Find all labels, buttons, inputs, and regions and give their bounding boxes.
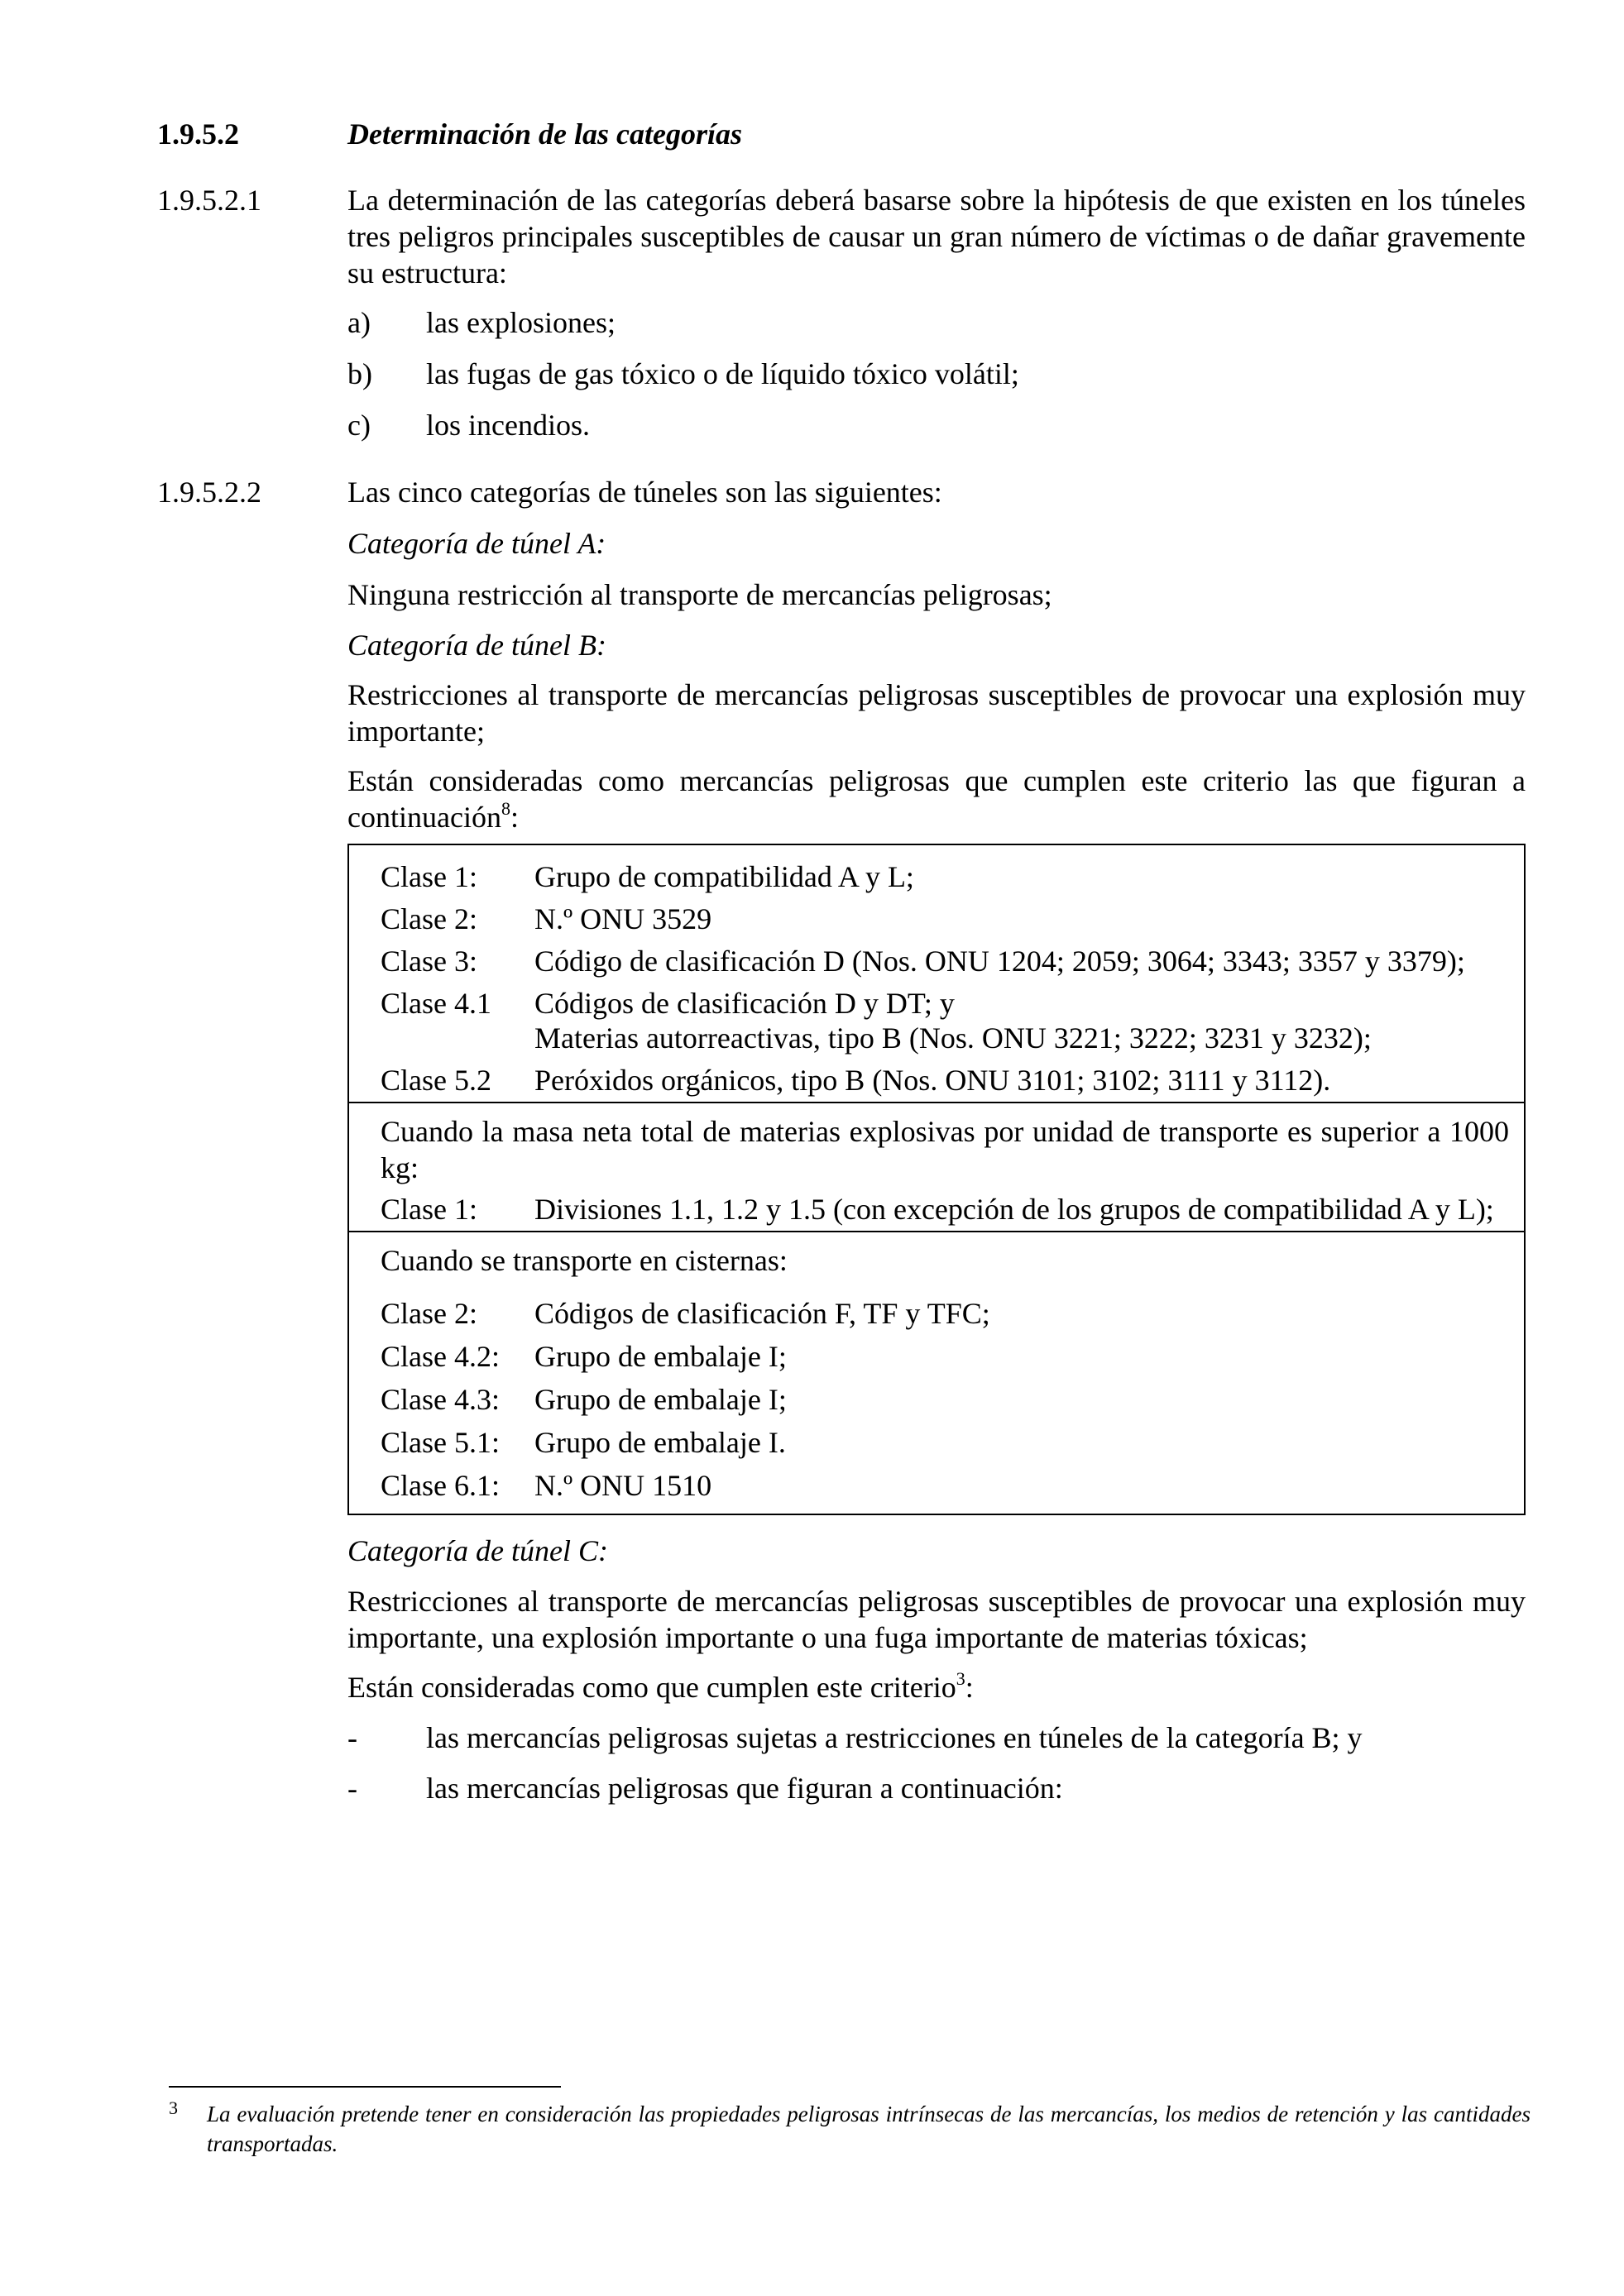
footnote-text: La evaluación pretende tener en consideración las propiedades peligrosas intrínsecas de las mercancías, los medios de retención y las cantidades transportadas. xyxy=(207,2102,1531,2156)
description-cell: N.º ONU 1510 xyxy=(534,1469,712,1502)
category-b-note-text: Están consideradas como mercancías peligrosas que cumplen este criterio las que figuran a continuación xyxy=(347,764,1526,834)
list-item-label: - xyxy=(347,1772,357,1805)
category-c-note-end: : xyxy=(965,1671,974,1704)
class-cell: Clase 4.1 xyxy=(381,987,491,1020)
list-item-label: c) xyxy=(347,409,371,442)
description-cell: Grupo de compatibilidad A y L; xyxy=(534,860,914,893)
description-cell: Divisiones 1.1, 1.2 y 1.5 (con excepción de los grupos de compatibilidad A y L); xyxy=(534,1193,1494,1226)
list-item-text: las mercancías peligrosas que figuran a continuación: xyxy=(426,1772,1063,1805)
footnote-ref: 8 xyxy=(501,798,510,819)
class-cell: Clase 4.3: xyxy=(381,1383,500,1416)
description-cell: Códigos de clasificación F, TF y TFC; xyxy=(534,1297,990,1330)
paragraph-number: 1.9.5.2.1 xyxy=(157,184,261,217)
list-item-label: b) xyxy=(347,357,372,390)
list-item-text: los incendios. xyxy=(426,409,590,442)
description-cell: N.º ONU 3529 xyxy=(534,902,712,935)
footnote-separator xyxy=(169,2086,561,2088)
list-item-label: - xyxy=(347,1721,357,1754)
category-c-note-text: Están consideradas como que cumplen este criterio xyxy=(347,1671,956,1704)
category-c-title: Categoría de túnel C: xyxy=(347,1534,608,1567)
list-item-text: las mercancías peligrosas sujetas a restricciones en túneles de la categoría B; y xyxy=(426,1721,1363,1754)
category-b-note xyxy=(347,763,1526,835)
list-item-text: las fugas de gas tóxico o de líquido tóxico volátil; xyxy=(426,357,1019,390)
category-a-title: Categoría de túnel A: xyxy=(347,527,606,560)
paragraph-text: La determinación de las categorías deberá basarse sobre la hipótesis de que existen en los túneles tres peligros principales susceptibles de causar un gran número de víctimas o de dañar gravemente su estructura: xyxy=(347,184,1526,289)
list-item-text: las explosiones; xyxy=(426,306,616,339)
section-title: Determinación de las categorías xyxy=(347,117,742,151)
description-cell: Códigos de clasificación D y DT; y xyxy=(534,987,955,1020)
class-cell: Clase 6.1: xyxy=(381,1469,500,1502)
section-number: 1.9.5.2 xyxy=(157,117,239,151)
category-a-text: Ninguna restricción al transporte de mercancías peligrosas; xyxy=(347,578,1052,611)
footnote-mark: 3 xyxy=(169,2097,178,2118)
description-cell: Grupo de embalaje I; xyxy=(534,1340,787,1373)
category-c-text: Restricciones al transporte de mercancías peligrosas susceptibles de provocar una explosión muy importante, una explosión importante o una fuga importante de materias tóxicas; xyxy=(347,1585,1526,1654)
table-section-2 xyxy=(349,1102,1524,1232)
description-cell: Código de clasificación D (Nos. ONU 1204; 2059; 3064; 3343; 3357 y 3379); xyxy=(534,945,1465,978)
description-cell: Grupo de embalaje I. xyxy=(534,1426,786,1459)
category-c-note xyxy=(347,1669,1526,1705)
class-cell: Clase 2: xyxy=(381,1297,477,1330)
class-cell: Clase 5.2 xyxy=(381,1064,491,1097)
category-b-table xyxy=(347,844,1526,1515)
description-cell: Peróxidos orgánicos, tipo B (Nos. ONU 3101; 3102; 3111 y 3112). xyxy=(534,1064,1331,1097)
table-section-intro: Cuando la masa neta total de materias explosivas por unidad de transporte es superior a 1000 kg: xyxy=(381,1115,1509,1184)
class-cell: Clase 2: xyxy=(381,902,477,935)
class-cell: Clase 5.1: xyxy=(381,1426,500,1459)
category-b-text: Restricciones al transporte de mercancías peligrosas susceptibles de provocar una explosión muy importante; xyxy=(347,678,1526,748)
table-section-intro: Cuando se transporte en cisternas: xyxy=(381,1244,788,1277)
paragraph-number: 1.9.5.2.2 xyxy=(157,476,261,509)
category-b-title: Categoría de túnel B: xyxy=(347,629,606,662)
class-cell: Clase 3: xyxy=(381,945,477,978)
class-cell: Clase 1: xyxy=(381,1193,477,1226)
table-section-1 xyxy=(349,845,1524,1102)
category-b-note-end: : xyxy=(510,801,519,834)
list-item-label: a) xyxy=(347,306,371,339)
description-cell: Materias autorreactivas, tipo B (Nos. ONU 3221; 3222; 3231 y 3232); xyxy=(534,1021,1372,1055)
table-section-3 xyxy=(349,1231,1524,1515)
class-cell: Clase 4.2: xyxy=(381,1340,500,1373)
footnote-ref: 3 xyxy=(956,1668,965,1689)
description-cell: Grupo de embalaje I; xyxy=(534,1383,787,1416)
paragraph-intro: Las cinco categorías de túneles son las siguientes: xyxy=(347,476,942,509)
class-cell: Clase 1: xyxy=(381,860,477,893)
